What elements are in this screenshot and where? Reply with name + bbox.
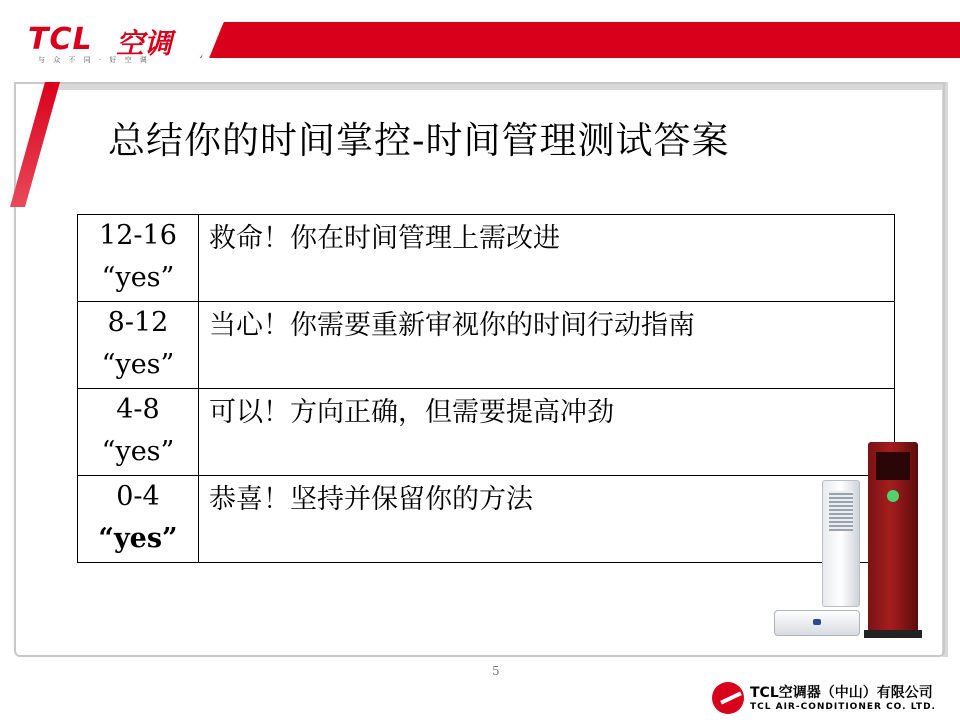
- company-name-en: TCL AIR-CONDITIONER CO. LTD.: [750, 702, 936, 712]
- range-yes: “yes”: [101, 349, 175, 380]
- page-number: 5: [492, 664, 500, 678]
- logo-cn-text: 空调: [116, 27, 173, 60]
- range-value: 12-16: [99, 220, 177, 251]
- logo-text: TCL: [28, 22, 93, 57]
- header-red-band: [200, 22, 960, 58]
- range-yes: “yes”: [101, 436, 175, 467]
- range-value: 0-4: [116, 481, 160, 512]
- description-cell: 当心！你需要重新审视你的时间行动指南: [199, 302, 895, 389]
- red-floor-ac: [868, 442, 918, 632]
- range-yes: “yes”: [101, 262, 175, 293]
- range-yes: “yes”: [98, 523, 178, 554]
- footer-company-logo: [708, 680, 958, 720]
- company-name-cn: TCL空调器（中山）有限公司: [750, 685, 933, 701]
- tcl-emblem-icon: [712, 682, 744, 714]
- split-ac-unit: [774, 610, 860, 636]
- range-value: 4-8: [116, 394, 160, 425]
- range-cell: [78, 389, 199, 476]
- description-cell: 恭喜！坚持并保留你的方法: [199, 476, 895, 563]
- slide-title: 总结你的时间掌控-时间管理测试答案: [108, 119, 730, 162]
- range-cell: [78, 215, 199, 302]
- tcl-logo: [28, 22, 203, 64]
- air-conditioner-products-image: [772, 440, 937, 640]
- white-floor-ac: [822, 480, 860, 607]
- range-value: 8-12: [107, 307, 169, 338]
- description-cell: 可以！方向正确，但需要提高冲劲: [199, 389, 895, 476]
- description-cell: 救命！你在时间管理上需改进: [199, 215, 895, 302]
- logo-slogan: 与 众 不 同 · 好 空 调: [38, 56, 150, 64]
- table-row: [78, 215, 895, 302]
- range-cell: [78, 476, 199, 563]
- table-row: [78, 302, 895, 389]
- range-cell: [78, 302, 199, 389]
